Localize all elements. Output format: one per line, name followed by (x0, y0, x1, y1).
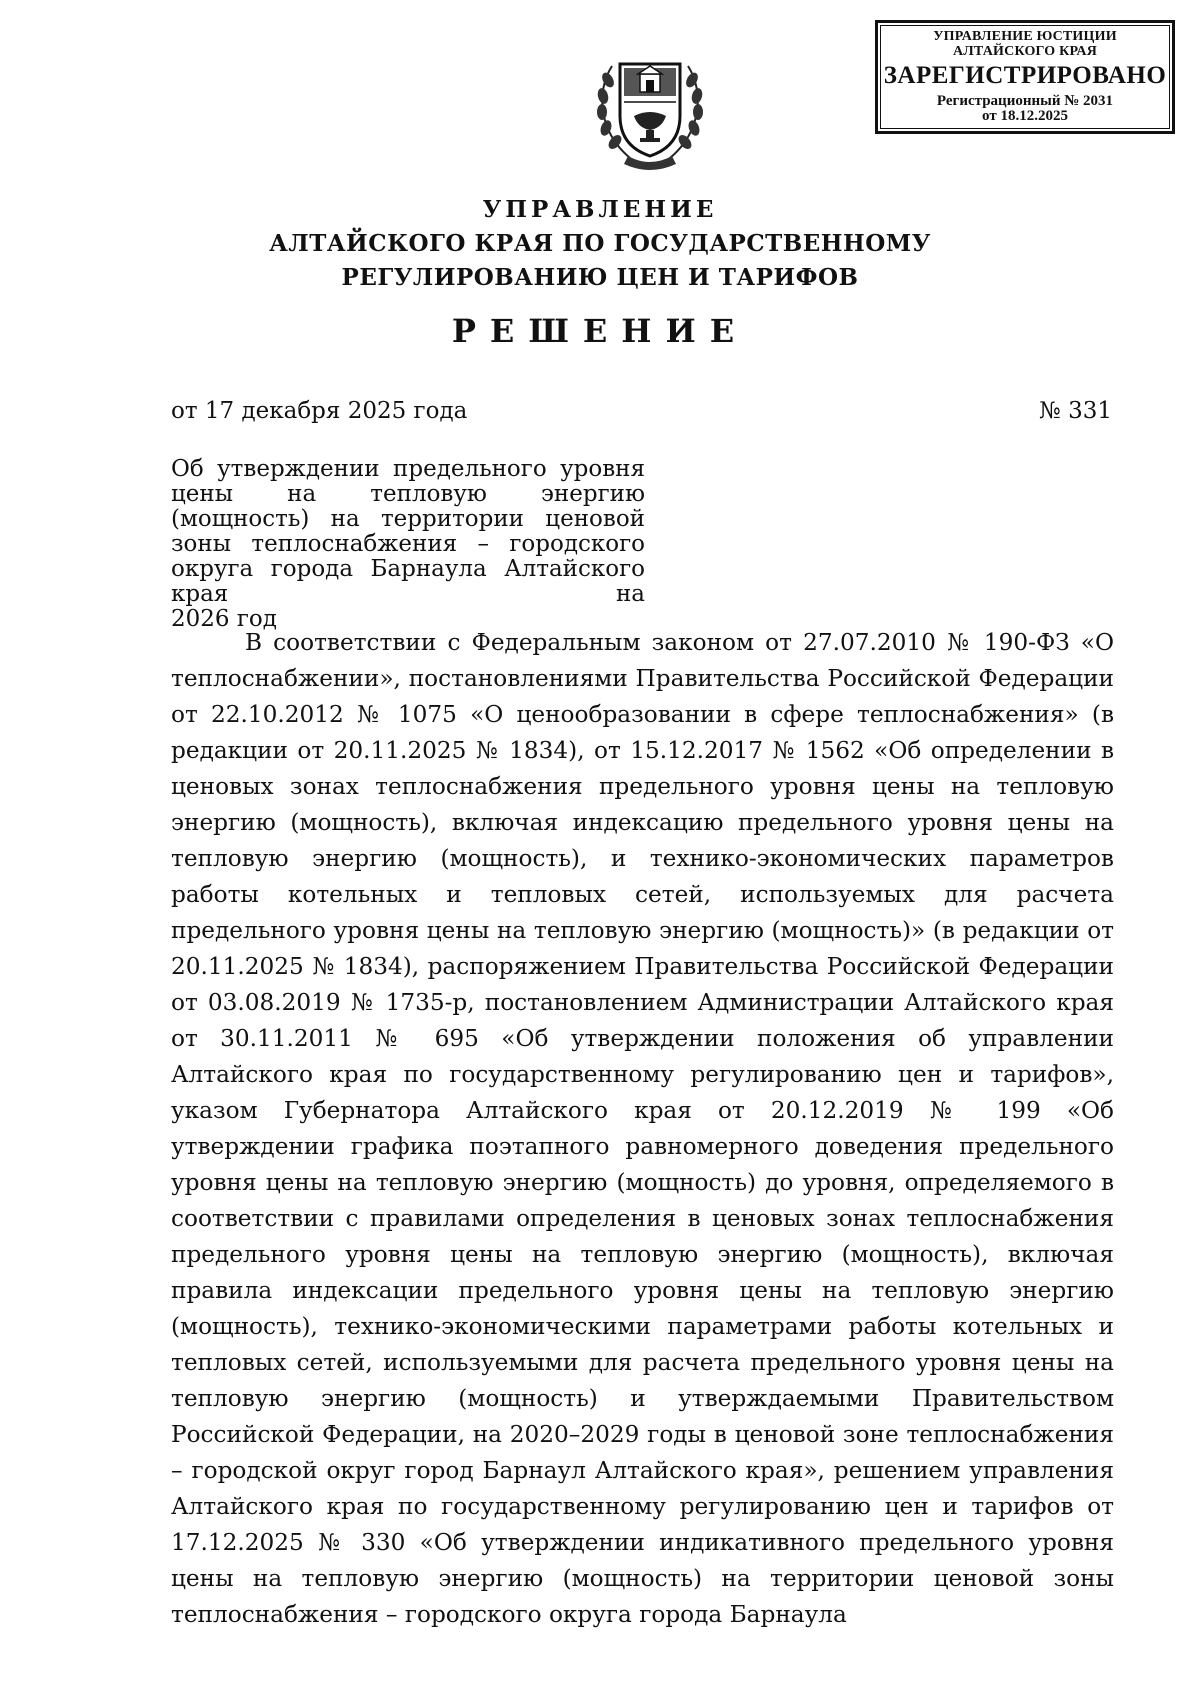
registration-stamp (875, 20, 1175, 134)
stamp-authority-line1: УПРАВЛЕНИЕ ЮСТИЦИИ (933, 29, 1117, 44)
organization-title-line2: АЛТАЙСКОГО КРАЯ ПО ГОСУДАРСТВЕННОМУ (269, 230, 931, 257)
stamp-reg-number: Регистрационный № 2031 (936, 92, 1114, 109)
stamp-status: ЗАРЕГИСТРИРОВАНО (883, 62, 1167, 90)
coat-of-arms-icon (590, 46, 710, 171)
stamp-authority-line2: АЛТАЙСКОГО КРАЯ (952, 43, 1098, 59)
organization-title-line1: УПРАВЛЕНИЕ (482, 196, 718, 223)
organization-title-line3: РЕГУЛИРОВАНИЮ ЦЕН И ТАРИФОВ (341, 264, 859, 291)
organization-title (200, 193, 1000, 295)
document-type-title: РЕШЕНИЕ (451, 312, 749, 350)
registration-stamp-inner (880, 25, 1170, 129)
document-subject (171, 457, 645, 632)
document-number: № 331 (1039, 398, 1112, 424)
document-subject-text: Об утверждении предельного уровня цены на тепловую энергию (мощность) на территории ценовой зоны теплоснабжения – городского округа города Барнаула Алтайского края на (171, 456, 645, 607)
document-subject-text-last: 2026 год (171, 606, 277, 632)
stamp-reg-date: от 18.12.2025 (982, 108, 1068, 125)
document-date: от 17 декабря 2025 года (171, 398, 468, 424)
body-paragraph: В соответствии с Федеральным законом от 27.07.2010 № 190-ФЗ «О теплоснабжении», постановлениями Правительства Российской Федерации от 22.10.2012 № 1075 «О ценообразовании в сфере теплоснабжения» (в редакции от 20.11.2025 № 1834), от 15.12.2017 № 1562 «Об определении в ценовых зонах теплоснабжения предельного уровня цены на тепловую энергию (мощность), включая индексацию предельного уровня цены на тепловую энергию (мощность), и технико-экономических параметров работы котельных и тепловых сетей, используемых для расчета предельного уровня цены на тепловую энергию (мощность)» (в редакции от 20.11.2025 № 1834), распоряжением Правительства Российской Федерации от 03.08.2019 № 1735-р, постановлением Администрации Алтайского края от 30.11.2011 № 695 «Об утверждении положения об управлении Алтайского края по государственному регулированию цен и тарифов», указом Губернатора Алтайского края от 20.12.2019 № 199 «Об утверждении графика поэтапного равномерного доведения предельного уровня цены на тепловую энергию (мощность) до уровня, определяемого в соответствии с правилами определения в ценовых зонах теплоснабжения предельного уровня цены на тепловую энергию (мощность), включая правила индексации предельного уровня цены на тепловую энергию (мощность), технико-экономическими параметрами работы котельных и тепловых сетей, используемыми для расчета предельного уровня цены на тепловую энергию (мощность) и утверждаемыми Правительством Российской Федерации, на 2020–2029 годы в ценовой зоне теплоснабжения – городской округ город Барнаул Алтайского края», решением управления Алтайского края по государственному регулированию цен и тарифов от 17.12.2025 № 330 «Об утверждении индикативного предельного уровня цены на тепловую энергию (мощность) на территории ценовой зоны теплоснабжения – городского округа города Барнаула (171, 629, 1114, 1628)
